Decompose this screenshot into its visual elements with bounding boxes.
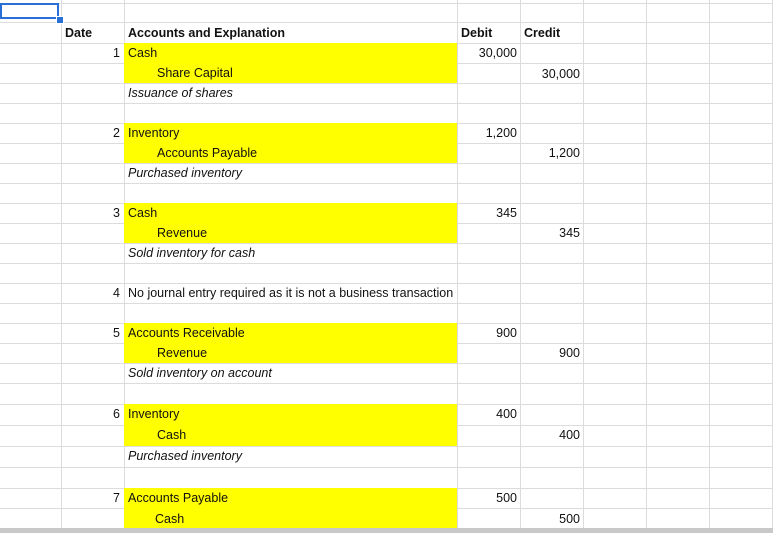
entry-number: 1 — [113, 46, 120, 60]
credit-account: Cash — [155, 512, 185, 526]
column-divider — [520, 0, 521, 528]
horizontal-scrollbar[interactable] — [0, 528, 773, 533]
debit-account: Cash — [128, 46, 158, 60]
row-divider — [0, 383, 773, 384]
credit-amount: 500 — [559, 512, 580, 526]
row-divider — [0, 283, 773, 284]
entry-number: 2 — [113, 126, 120, 140]
column-divider — [457, 0, 458, 528]
credit-account: Accounts Payable — [157, 146, 258, 160]
credit-amount: 345 — [559, 226, 580, 240]
row-divider — [0, 243, 773, 244]
debit-amount: 30,000 — [478, 46, 517, 60]
credit-amount: 30,000 — [541, 67, 580, 81]
row-divider — [0, 467, 773, 468]
entry-number: 6 — [113, 407, 120, 421]
credit-account: Share Capital — [157, 66, 233, 80]
row-divider — [0, 3, 773, 4]
explanation: Sold inventory on account — [128, 366, 272, 380]
credit-amount: 900 — [559, 346, 580, 360]
credit-account: Cash — [157, 428, 187, 442]
debit-amount: 900 — [496, 326, 517, 340]
row-divider — [0, 363, 773, 364]
header-credit: Credit — [524, 26, 561, 40]
column-divider — [583, 0, 584, 528]
header-accounts: Accounts and Explanation — [128, 26, 285, 40]
debit-amount: 400 — [496, 407, 517, 421]
entry-number: 7 — [113, 491, 120, 505]
credit-account: Revenue — [157, 226, 208, 240]
row-divider — [0, 103, 773, 104]
debit-amount: 1,200 — [485, 126, 517, 140]
entry-number: 3 — [113, 206, 120, 220]
row-divider — [0, 83, 773, 84]
debit-account: Inventory — [128, 407, 180, 421]
debit-amount: 345 — [496, 206, 517, 220]
debit-account: Accounts Payable — [128, 491, 229, 505]
column-divider — [646, 0, 647, 528]
credit-amount: 400 — [559, 428, 580, 442]
explanation: Issuance of shares — [128, 86, 233, 100]
debit-account: Accounts Receivable — [128, 326, 245, 340]
row-divider — [0, 263, 773, 264]
selected-cell[interactable] — [0, 3, 59, 19]
debit-account: Cash — [128, 206, 158, 220]
credit-amount: 1,200 — [548, 146, 580, 160]
debit-account: Inventory — [128, 126, 180, 140]
column-divider — [709, 0, 710, 528]
fill-handle[interactable] — [56, 16, 64, 24]
entry-number: 4 — [113, 286, 120, 300]
entry-note: No journal entry required as it is not a business transaction — [128, 286, 454, 300]
column-divider — [61, 0, 62, 528]
row-divider — [0, 163, 773, 164]
header-date: Date — [65, 26, 93, 40]
header-debit: Debit — [461, 26, 493, 40]
entry-number: 5 — [113, 326, 120, 340]
credit-account: Revenue — [157, 346, 208, 360]
explanation: Sold inventory for cash — [128, 246, 256, 260]
row-divider — [0, 22, 773, 23]
explanation: Purchased inventory — [128, 166, 242, 180]
explanation: Purchased inventory — [128, 449, 242, 463]
row-divider — [0, 183, 773, 184]
debit-amount: 500 — [496, 491, 517, 505]
row-divider — [0, 303, 773, 304]
row-divider — [0, 446, 773, 447]
